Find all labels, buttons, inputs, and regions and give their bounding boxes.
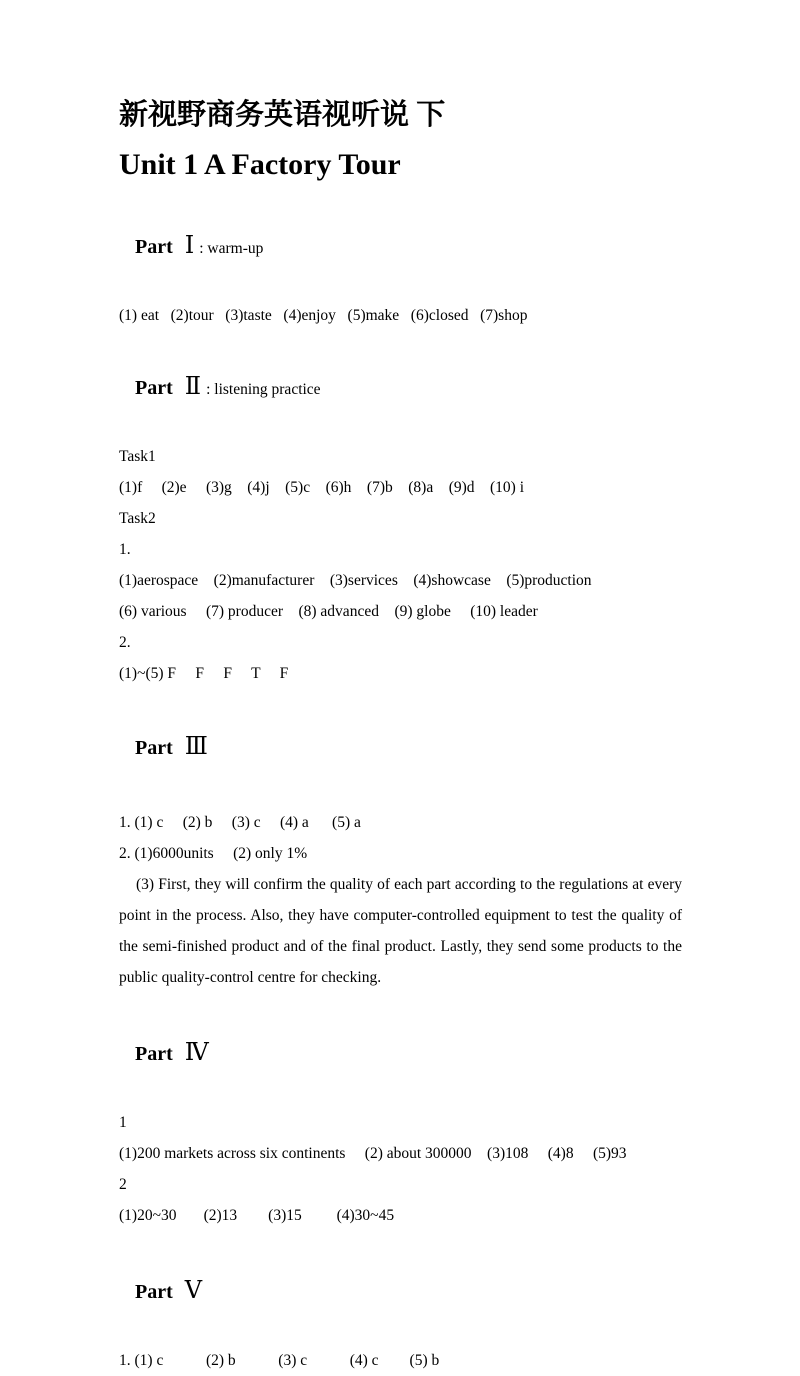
part1-label: Part [135,236,173,258]
part4-label: Part [135,1043,173,1065]
part2-suffix: : listening practice [206,381,321,398]
part5-numeral: Ⅴ [184,1276,203,1304]
part5-answers: 1. (1) c (2) b (3) c (4) c (5) b [119,1352,440,1369]
part3-label: Part [135,737,173,759]
part1-heading [119,194,682,300]
part4-heading [119,1001,682,1107]
part4-item2-answers: (1)20~30 (2)13 (3)15 (4)30~45 [119,1207,395,1224]
part2-item1-answers-line1: (1)aerospace (2)manufacturer (3)services (4)showcase (5)production [119,572,592,589]
part5-label: Part [135,1281,173,1303]
unit-title: Unit 1 A Factory Tour [119,148,401,181]
part2-item2-label: 2. [119,634,131,651]
part1-suffix: : warm-up [199,240,264,257]
part2-label: Part [135,377,173,399]
part3-numeral: Ⅲ [184,732,208,760]
part5-heading [119,1239,682,1345]
part4-item1-answers: (1)200 markets across six continents (2) about 300000 (3)108 (4)8 (5)93 [119,1145,627,1162]
part4-item2-label: 2 [119,1176,127,1193]
part2-item1-label: 1. [119,541,131,558]
part4-numeral: Ⅳ [184,1038,209,1066]
part3-answers-line1: 1. (1) c (2) b (3) c (4) a (5) a [119,814,361,831]
part1-numeral: Ⅰ [184,231,195,259]
part1-answers: (1) eat (2)tour (3)taste (4)enjoy (5)make (6)closed (7)shop [119,307,528,324]
part3-answer-paragraph: (3) First, they will confirm the quality of each part according to the regulations at every point in the process. Also, they have computer-controlled equipment to test the quality of the semi-finished product and of the final product. Lastly, they send some products to the public quality-control centre for checking. [119,876,682,986]
part2-task1-answers: (1)f (2)e (3)g (4)j (5)c (6)h (7)b (8)a (9)d (10) i [119,479,525,496]
part2-numeral: Ⅱ [184,372,202,400]
part2-task1-label: Task1 [119,448,156,465]
book-title: 新视野商务英语视听说 下 [119,99,446,131]
part2-item2-answers: (1)~(5) F F F T F [119,665,289,682]
part2-task2-label: Task2 [119,510,156,527]
part4-item1-label: 1 [119,1114,127,1131]
part2-heading [119,335,682,441]
part3-answers-line2: 2. (1)6000units (2) only 1% [119,845,308,862]
part2-item1-answers-line2: (6) various (7) producer (8) advanced (9) globe (10) leader [119,603,538,620]
part3-heading [119,695,682,801]
